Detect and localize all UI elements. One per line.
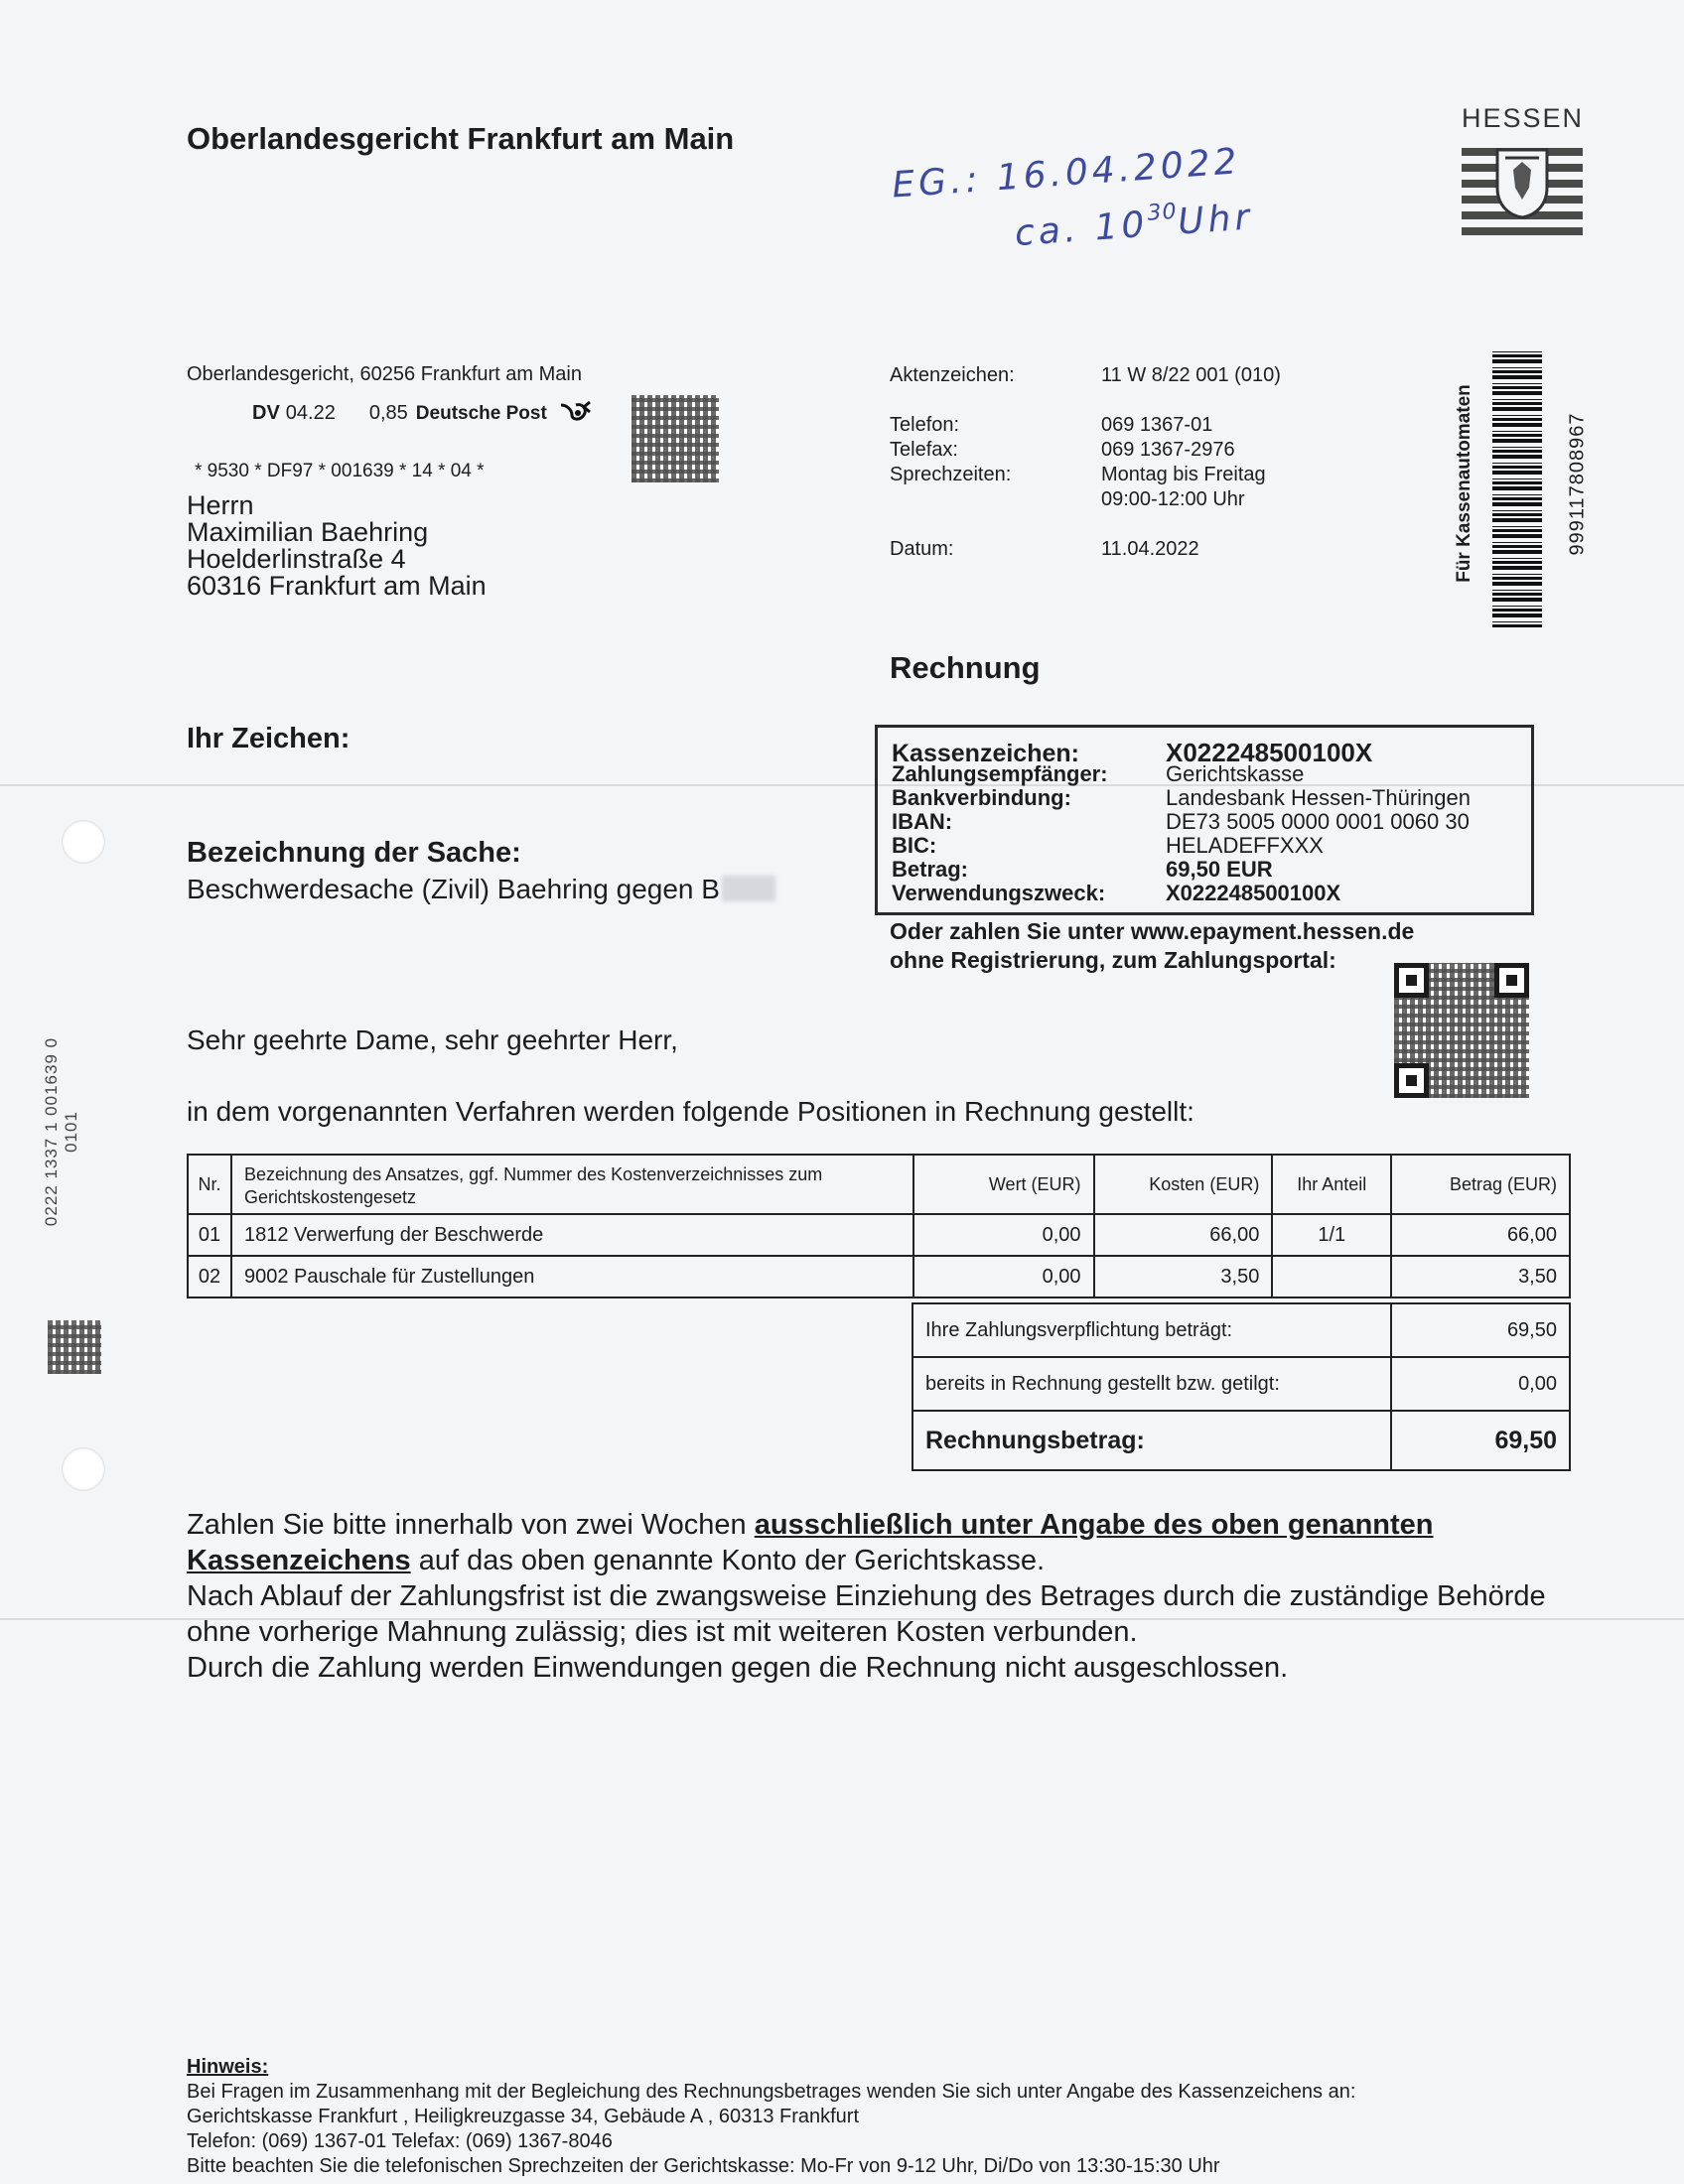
cash-reference-row: Kassenzeichen: X022248500100X bbox=[892, 738, 1373, 767]
already-billed-value: 0,00 bbox=[1391, 1357, 1570, 1411]
handwritten-line-1: EG.: 16.04.2022 bbox=[890, 141, 1242, 206]
note-line-2: Gerichtskasse Frankfurt , Heiligkreuzgasse 34, Gebäude A , 60313 Frankfurt bbox=[187, 2106, 860, 2127]
file-number-label: Aktenzeichen: bbox=[890, 364, 1015, 386]
office-hours-label: Sprechzeiten: bbox=[890, 464, 1012, 485]
recipient-address bbox=[187, 492, 487, 600]
handwritten-line-2: ca. $10^{30}Uhr$ bbox=[1013, 197, 1255, 255]
cost-table bbox=[187, 1154, 1571, 1298]
payee-row: Zahlungsempfänger: Gerichtskasse bbox=[892, 761, 1305, 786]
letter-salutation: Sehr geehrte Dame, sehr geehrter Herr, bbox=[187, 1024, 678, 1055]
table-row bbox=[188, 1256, 1570, 1297]
bank-value: Landesbank Hessen-Thüringen bbox=[1166, 785, 1471, 810]
phone-value: 069 1367-01 bbox=[1101, 414, 1213, 436]
epayment-hint bbox=[890, 917, 1414, 975]
file-number-value: 11 W 8/22 001 (010) bbox=[1101, 364, 1281, 386]
postage-price: 0,85 bbox=[368, 402, 408, 424]
iban-value: DE73 5005 0000 0001 0060 30 bbox=[1166, 809, 1470, 834]
note-line-3: Telefon: (069) 1367-01 Telefax: (069) 1367-8046 bbox=[187, 2130, 613, 2152]
obligation-value: 69,50 bbox=[1391, 1303, 1570, 1357]
letter-intro: in dem vorgenannten Verfahren werden folgende Positionen in Rechnung gestellt: bbox=[187, 1096, 1194, 1127]
amount-value: 69,50 EUR bbox=[1166, 857, 1273, 882]
recipient-street: Hoelderlinstraße 4 bbox=[187, 544, 406, 574]
obligation-label: Ihre Zahlungsverpflichtung beträgt: bbox=[912, 1303, 1391, 1357]
payee-value: Gerichtskasse bbox=[1166, 761, 1305, 786]
mailing-code: * 9530 * DF97 * 001639 * 14 * 04 * bbox=[195, 461, 485, 481]
cost-table-header bbox=[188, 1155, 1570, 1214]
side-reference-number: 0222 1337 1 001639 0 0101 bbox=[42, 1036, 80, 1227]
recipient-city: 60316 Frankfurt am Main bbox=[187, 571, 487, 601]
punch-hole bbox=[62, 1447, 105, 1491]
row-amount: 3,50 bbox=[1391, 1256, 1570, 1297]
row-costs: 66,00 bbox=[1094, 1214, 1273, 1256]
your-reference-label: Ihr Zeichen: bbox=[187, 723, 351, 754]
row-share bbox=[1272, 1256, 1391, 1297]
footer-note bbox=[187, 2055, 1355, 2179]
row-description: 9002 Pauschale für Zustellungen bbox=[231, 1256, 913, 1297]
postage-code: DV bbox=[252, 402, 280, 424]
cash-machine-barcode bbox=[1445, 343, 1589, 631]
side-datamatrix-code bbox=[48, 1320, 101, 1374]
cash-reference-value: X022248500100X bbox=[1166, 738, 1373, 767]
amount-row: Betrag: 69,50 EUR bbox=[892, 857, 1273, 882]
coat-of-arms-icon bbox=[1462, 148, 1583, 247]
barcode-number: 999117808967 bbox=[1566, 412, 1589, 556]
row-value: 0,00 bbox=[913, 1256, 1094, 1297]
date-value: 11.04.2022 bbox=[1101, 538, 1199, 560]
col-header-amount: Betrag (EUR) bbox=[1391, 1155, 1570, 1214]
row-nr: 02 bbox=[188, 1256, 231, 1297]
bic-value: HELADEFFXXX bbox=[1166, 833, 1324, 858]
court-name: Oberlandesgericht Frankfurt am Main bbox=[187, 121, 735, 156]
summary-obligation-row bbox=[912, 1303, 1570, 1357]
row-share: 1/1 bbox=[1272, 1214, 1391, 1256]
payment-details-box bbox=[875, 725, 1534, 915]
summary-already-row bbox=[912, 1357, 1570, 1411]
phone-label: Telefon: bbox=[890, 414, 960, 436]
table-row bbox=[188, 1214, 1570, 1256]
epayment-line-2: ohne Registrierung, zum Zahlungsportal: bbox=[890, 947, 1336, 973]
purpose-row: Verwendungszweck: X022248500100X bbox=[892, 881, 1341, 905]
bic-row: BIC: HELADEFFXXX bbox=[892, 833, 1324, 858]
recipient-name: Maximilian Baehring bbox=[187, 517, 429, 547]
epayment-line-1: Oder zahlen Sie unter www.epayment.hessen.de bbox=[890, 918, 1415, 944]
closing-text bbox=[187, 1507, 1557, 1686]
return-address: Oberlandesgericht, 60256 Frankfurt am Main bbox=[187, 363, 582, 385]
total-value: 69,50 bbox=[1391, 1411, 1570, 1470]
post-horn-icon bbox=[558, 399, 592, 423]
punch-hole bbox=[62, 820, 105, 864]
purpose-value: X022248500100X bbox=[1166, 881, 1341, 905]
note-heading: Hinweis: bbox=[187, 2056, 269, 2078]
hessen-wordmark: HESSEN bbox=[1462, 103, 1585, 133]
bank-row: Bankverbindung: Landesbank Hessen-Thüringen bbox=[892, 785, 1471, 810]
closing-paragraph-2: Nach Ablauf der Zahlungsfrist ist die zwangsweise Einziehung des Betrages durch die zuständige Behörde ohne vorherige Mahnung zulässig; dies ist mit weiteren Kosten verbunden. bbox=[187, 1580, 1546, 1648]
subject-label: Bezeichnung der Sache: bbox=[187, 837, 521, 869]
summary-total-row bbox=[912, 1411, 1570, 1470]
note-line-1: Bei Fragen im Zusammenhang mit der Begleichung des Rechnungsbetrages wenden Sie sich unter Angabe des Kassenzeichens an: bbox=[187, 2081, 1356, 2103]
postage-date: 04.22 bbox=[285, 402, 336, 424]
row-value: 0,00 bbox=[913, 1214, 1094, 1256]
closing-paragraph-3: Durch die Zahlung werden Einwendungen gegen die Rechnung nicht ausgeschlossen. bbox=[187, 1652, 1289, 1684]
col-header-costs: Kosten (EUR) bbox=[1094, 1155, 1273, 1214]
summary-table bbox=[912, 1302, 1571, 1471]
handwritten-note bbox=[891, 139, 1255, 266]
meta-values bbox=[1101, 363, 1281, 562]
recipient-salutation: Herrn bbox=[187, 490, 254, 520]
col-header-share: Ihr Anteil bbox=[1272, 1155, 1391, 1214]
barcode-bars bbox=[1492, 349, 1542, 627]
date-label: Datum: bbox=[890, 538, 954, 560]
row-description: 1812 Verwerfung der Beschwerde bbox=[231, 1214, 913, 1256]
col-header-nr: Nr. bbox=[188, 1155, 231, 1214]
franking-qr-code bbox=[632, 395, 719, 482]
already-billed-label: bereits in Rechnung gestellt bzw. getilgt: bbox=[912, 1357, 1391, 1411]
redaction-blur bbox=[722, 876, 775, 901]
payment-qr-code[interactable] bbox=[1394, 963, 1529, 1098]
note-line-4: Bitte beachten Sie die telefonischen Sprechzeiten der Gerichtskasse: Mo-Fr von 9-12 Uhr, Di/Do von 13:30-15:30 Uhr bbox=[187, 2155, 1220, 2177]
office-hours-time: 09:00-12:00 Uhr bbox=[1101, 488, 1245, 510]
hessen-logo bbox=[1462, 103, 1583, 247]
row-nr: 01 bbox=[188, 1214, 231, 1256]
row-costs: 3,50 bbox=[1094, 1256, 1273, 1297]
invoice-title: Rechnung bbox=[890, 650, 1041, 685]
meta-labels bbox=[890, 363, 1015, 562]
postage-mark bbox=[252, 399, 592, 425]
iban-row: IBAN: DE73 5005 0000 0001 0060 30 bbox=[892, 809, 1470, 834]
col-header-value: Wert (EUR) bbox=[913, 1155, 1094, 1214]
subject-value: Beschwerdesache (Zivil) Baehring gegen B bbox=[187, 874, 775, 905]
barcode-label: Für Kassenautomaten bbox=[1454, 384, 1474, 583]
closing-paragraph-1: Zahlen Sie bitte innerhalb von zwei Wochen ausschließlich unter Angabe des oben genannten Kassenzeichens auf das oben genannte Konto der Gerichtskasse. bbox=[187, 1509, 1434, 1576]
col-header-description: Bezeichnung des Ansatzes, ggf. Nummer des Kostenverzeichnisses zum Gerichtskostengesetz bbox=[231, 1155, 913, 1214]
office-hours-days: Montag bis Freitag bbox=[1101, 464, 1266, 485]
fax-value: 069 1367-2976 bbox=[1101, 439, 1235, 461]
carrier-name: Deutsche Post bbox=[415, 403, 547, 424]
total-label: Rechnungsbetrag: bbox=[912, 1411, 1391, 1470]
fax-label: Telefax: bbox=[890, 439, 958, 461]
row-amount: 66,00 bbox=[1391, 1214, 1570, 1256]
